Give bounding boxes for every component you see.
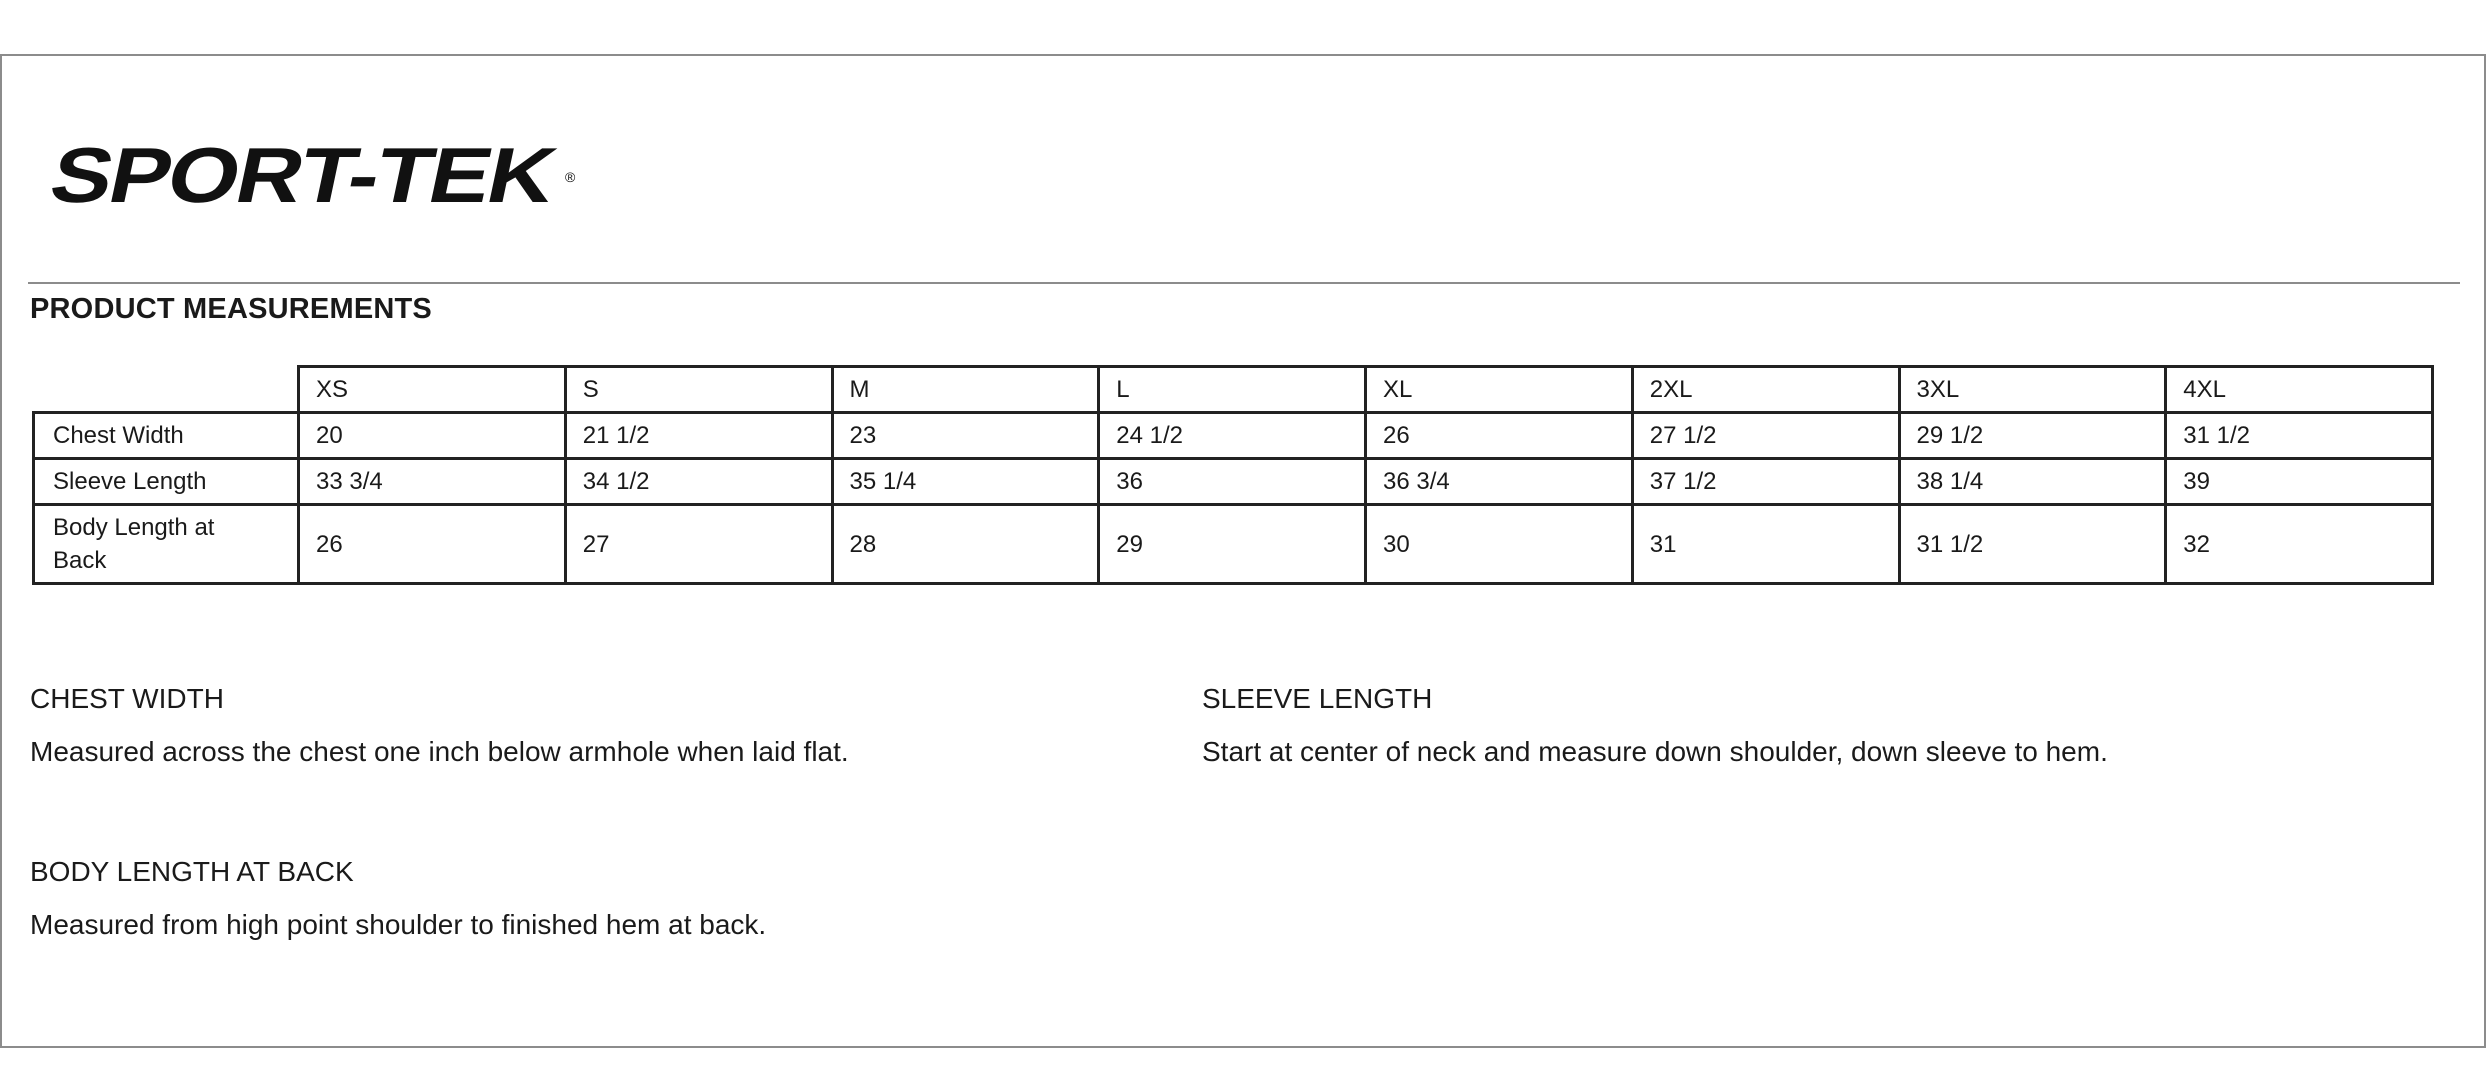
row-label-line: Back bbox=[53, 547, 107, 574]
size-header-2xl: 2XL bbox=[1632, 367, 1899, 413]
svg-text:SPORT-TEK: SPORT-TEK bbox=[43, 131, 490, 219]
table-row-body-length bbox=[34, 505, 2433, 584]
table-cell: 31 1/2 bbox=[2166, 413, 2433, 459]
size-header-l: L bbox=[1099, 367, 1366, 413]
row-label-line: Body Length at bbox=[53, 514, 215, 541]
header-divider bbox=[28, 282, 2460, 284]
table-cell: 28 bbox=[832, 505, 1099, 584]
table-cell: 26 bbox=[1366, 413, 1633, 459]
definition-title: SLEEVE LENGTH bbox=[1202, 683, 1433, 714]
size-measurement-table bbox=[32, 365, 2434, 585]
table-cell: 38 1/4 bbox=[1899, 459, 2166, 505]
table-cell: 29 1/2 bbox=[1899, 413, 2166, 459]
table-cell: 36 bbox=[1099, 459, 1366, 505]
definition-text: Start at center of neck and measure down shoulder, down sleeve to hem. bbox=[1202, 736, 2108, 767]
table-header-row bbox=[34, 367, 2433, 413]
size-header-3xl: 3XL bbox=[1899, 367, 2166, 413]
size-header-s: S bbox=[565, 367, 832, 413]
table-cell: 34 1/2 bbox=[565, 459, 832, 505]
table-cell: 26 bbox=[299, 505, 566, 584]
definition-title: BODY LENGTH AT BACK bbox=[30, 856, 354, 887]
size-header-xl: XL bbox=[1366, 367, 1633, 413]
definition-title: CHEST WIDTH bbox=[30, 683, 224, 714]
table-row-chest-width bbox=[34, 413, 2433, 459]
table-cell: 33 3/4 bbox=[299, 459, 566, 505]
table-cell: 27 bbox=[565, 505, 832, 584]
table-cell: 39 bbox=[2166, 459, 2433, 505]
row-label-sleeve-length: Sleeve Length bbox=[34, 459, 299, 505]
table-row-sleeve-length bbox=[34, 459, 2433, 505]
table-cell: 35 1/4 bbox=[832, 459, 1099, 505]
table-cell: 21 1/2 bbox=[565, 413, 832, 459]
definition-text: Measured across the chest one inch below armhole when laid flat. bbox=[30, 736, 849, 767]
size-header-m: M bbox=[832, 367, 1099, 413]
row-label-chest-width: Chest Width bbox=[34, 413, 299, 459]
body-length-definition bbox=[30, 855, 1150, 942]
table-cell: 30 bbox=[1366, 505, 1633, 584]
size-header-4xl: 4XL bbox=[2166, 367, 2433, 413]
table-cell: 27 1/2 bbox=[1632, 413, 1899, 459]
table-cell: 37 1/2 bbox=[1632, 459, 1899, 505]
definition-text: Measured from high point shoulder to finished hem at back. bbox=[30, 909, 767, 940]
table-corner-cell bbox=[34, 367, 299, 413]
chest-width-definition bbox=[30, 682, 1150, 769]
sport-tek-logo-graphic bbox=[40, 130, 580, 230]
row-label-body-length bbox=[34, 505, 299, 584]
page-title: PRODUCT MEASUREMENTS bbox=[30, 293, 432, 325]
table-cell: 29 bbox=[1099, 505, 1366, 584]
table-cell: 23 bbox=[832, 413, 1099, 459]
sleeve-length-definition bbox=[1202, 682, 2452, 769]
sport-tek-logo bbox=[40, 130, 580, 230]
table-cell: 36 3/4 bbox=[1366, 459, 1633, 505]
svg-text:®: ® bbox=[565, 169, 576, 185]
table-cell: 20 bbox=[299, 413, 566, 459]
table-cell: 24 1/2 bbox=[1099, 413, 1366, 459]
table-cell: 31 1/2 bbox=[1899, 505, 2166, 584]
table-cell: 32 bbox=[2166, 505, 2433, 584]
table-cell: 31 bbox=[1632, 505, 1899, 584]
size-header-xs: XS bbox=[299, 367, 566, 413]
